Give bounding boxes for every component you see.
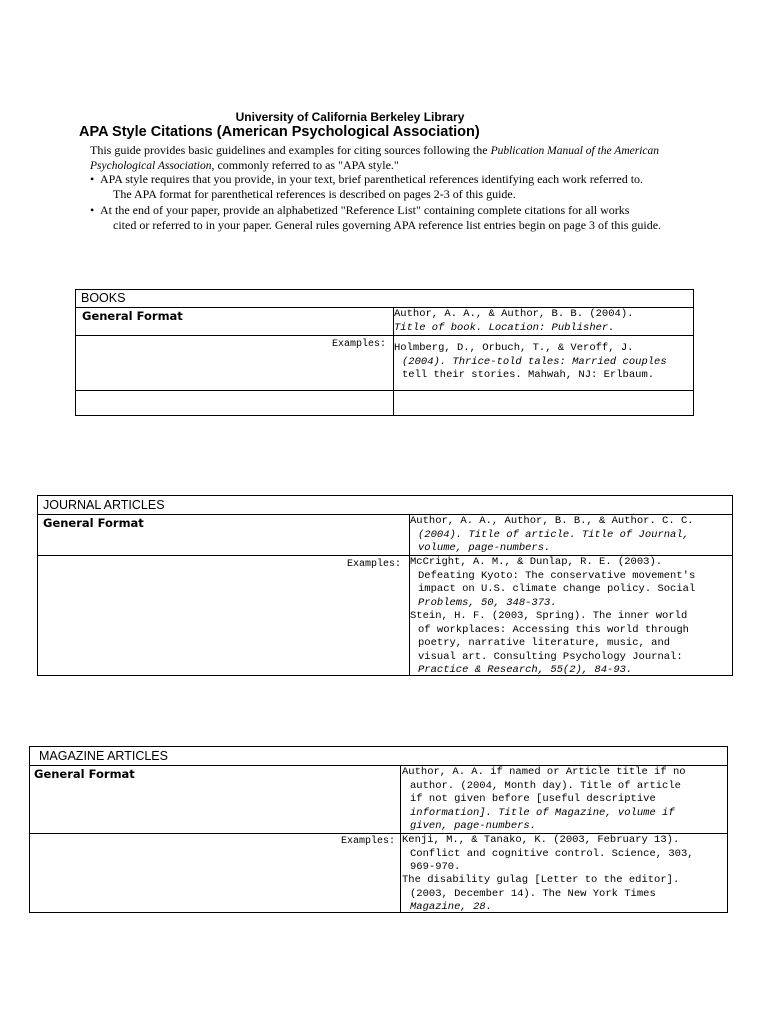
journals-heading: JOURNAL ARTICLES [43, 498, 165, 512]
journals-examples-label: Examples: [346, 559, 401, 570]
magazines-example1-line3: 969-970. [410, 861, 461, 873]
books-format-line1: Author, A. A., & Author, B. B. (2004). [394, 308, 634, 320]
journals-example2-line1: Stein, H. F. (2003, Spring). The inner world [410, 610, 688, 622]
magazines-example1-line2: Conflict and cognitive control. Science, 303, [410, 847, 694, 860]
journals-table [37, 495, 733, 676]
magazines-example-2 [402, 874, 679, 915]
journals-example2-line4: visual art. Consulting Psychology Journal: [418, 650, 683, 663]
magazines-table [29, 746, 728, 913]
bullet-item-2 [90, 203, 685, 233]
magazines-example-1 [402, 834, 694, 875]
bullet-glyph: • [90, 172, 95, 186]
magazines-format-line1: Author, A. A. if named or Article title if no [402, 766, 686, 778]
journals-example2-line2: of workplaces: Accessing this world through [418, 623, 689, 636]
bullet-2-line1: At the end of your paper, provide an alphabetized "Reference List" containing complete citations for all works [100, 203, 630, 217]
magazines-format-line3: if not given before [useful descriptive [410, 793, 656, 805]
journals-example1-line2: Defeating Kyoto: The conservative movement's [418, 569, 696, 582]
magazines-general-format-label: General Format [34, 767, 135, 781]
books-format-line2: Title of book. Location: Publisher. [394, 321, 615, 334]
magazines-example1-line1: Kenji, M., & Tanako, K. (2003, February 13). [402, 834, 680, 846]
magazines-example2-line1: The disability gulag [Letter to the editor]. [402, 874, 680, 886]
magazines-format-line4: information]. Title of Magazine, volume if [410, 806, 675, 819]
bullet-2-line2: cited or referred to in your paper. General rules governing APA reference list entries begin on page 3 of this guide. [113, 218, 662, 232]
books-example [394, 342, 667, 383]
intro-text-before: This guide provides basic guidelines and examples for citing sources following the [90, 143, 491, 157]
magazines-example2-line2: (2003, December 14). The New York Times [410, 887, 656, 900]
magazines-examples-label: Examples: [340, 836, 395, 847]
books-general-format-label: General Format [82, 309, 183, 323]
journals-example1-line4: Problems, 50, 348-373. [418, 596, 557, 609]
books-table [75, 289, 694, 416]
books-example-line2: (2004). Thrice-told tales: Married couples [402, 355, 667, 368]
bullet-glyph: • [90, 203, 95, 217]
books-heading: BOOKS [81, 291, 126, 305]
journals-example2-line5: Practice & Research, 55(2), 84-93. [418, 664, 633, 676]
journals-format-line1: Author, A. A., Author, B. B., & Author. C. C. [410, 515, 694, 527]
bullet-1-line2: The APA format for parenthetical references is described on pages 2-3 of this guide. [113, 187, 516, 201]
journals-example-2 [410, 610, 689, 678]
intro-paragraph [90, 143, 680, 173]
books-example-line1: Holmberg, D., Orbuch, T., & Veroff, J. [394, 342, 634, 354]
books-examples-label: Examples: [331, 339, 386, 350]
bullet-item-1 [90, 172, 685, 202]
page-title: APA Style Citations (American Psychological Association) [79, 124, 480, 140]
magazines-format [402, 766, 686, 834]
journals-general-format-label: General Format [43, 516, 144, 530]
journals-example-1 [410, 556, 695, 610]
journals-example2-line3: poetry, narrative literature, music, and [418, 637, 671, 649]
books-format [394, 308, 633, 335]
magazines-heading: MAGAZINE ARTICLES [39, 749, 168, 763]
magazines-format-line2: author. (2004, Month day). Title of article [410, 779, 681, 792]
magazines-format-line5: given, page-numbers. [410, 820, 537, 832]
books-example-line3: tell their stories. Mahwah, NJ: Erlbaum. [402, 369, 655, 381]
journals-format-line2: (2004). Title of article. Title of Journal, [418, 528, 689, 541]
journals-format [410, 515, 694, 556]
bullet-1-line1: APA style requires that you provide, in your text, brief parenthetical references identifying each work referred to. [100, 172, 644, 186]
journals-example1-line1: McCright, A. M., & Dunlap, R. E. (2003). [410, 556, 663, 568]
intro-text-after: , commonly referred to as "APA style." [211, 158, 399, 172]
magazines-example2-line3: Magazine, 28. [410, 901, 492, 913]
journals-format-line3: volume, page-numbers. [418, 542, 551, 554]
intro-publication-title: Publication Manual of the American Psychological Association [90, 145, 660, 172]
journals-example1-line3: impact on U.S. climate change policy. Social [418, 583, 696, 595]
library-name: University of California Berkeley Library [235, 110, 465, 124]
